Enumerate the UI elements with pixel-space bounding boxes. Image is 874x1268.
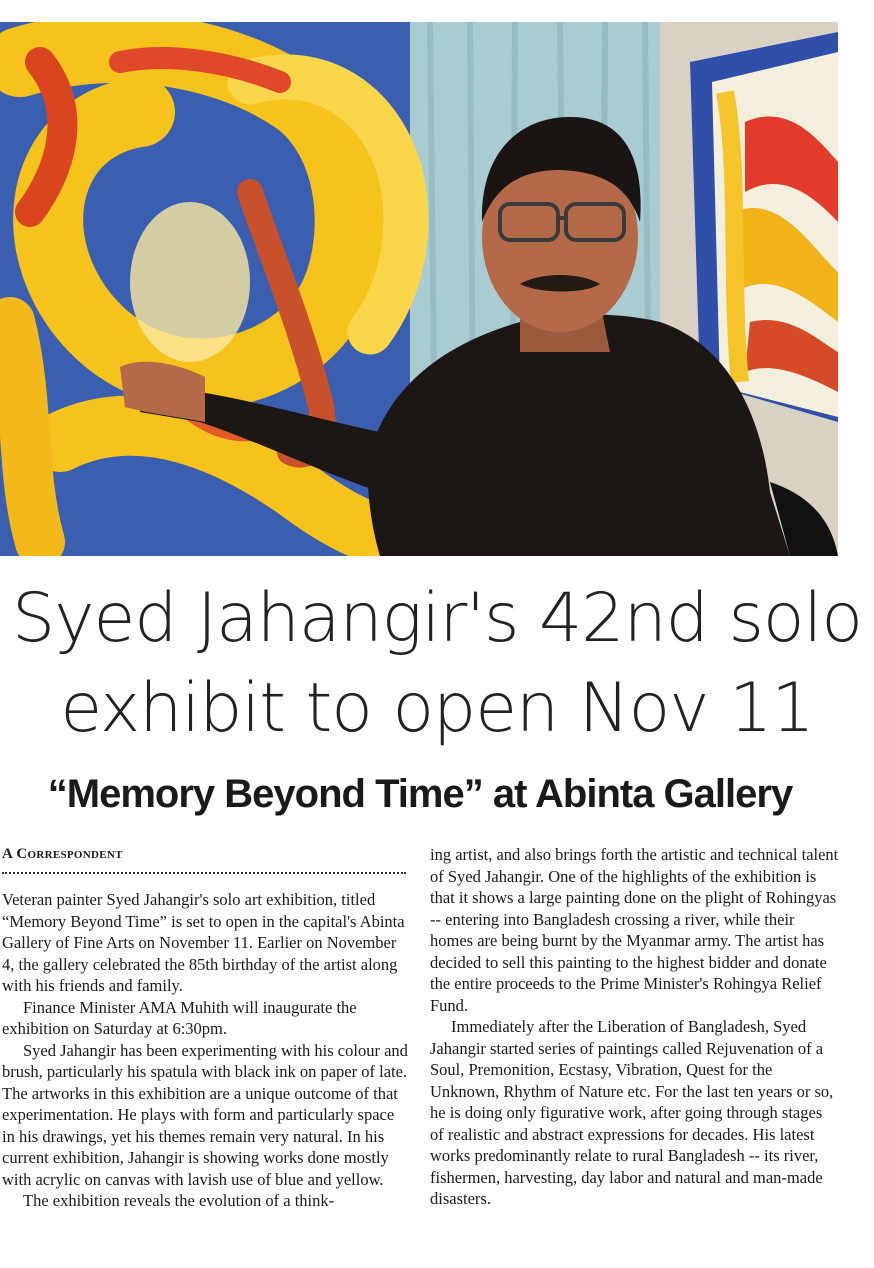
paragraph: ing artist, and also brings forth the artistic and technical talent of Syed Jahangir. One of the highlights of the exhibition is that it shows a large painting done on the plight of Rohingyas -- entering into Bangladesh crossing a river, while their homes are being burnt by the Myanmar army. The artist has decided to sell this painting to the highest bidder and donate the entire proceeds to the Prime Minister's Rohingya Relief Fund. (430, 845, 839, 1015)
paragraph: Veteran painter Syed Jahangir's solo art exhibition, titled “Memory Beyond Time” is set to open in the capital's Abinta Gallery of Fine Arts on November 11. Earlier on November 4, the gallery celebrated the 85th birthday of the artist along with his friends and family. (2, 890, 405, 995)
article-column-1 (2, 889, 408, 1212)
headline-line-1: Syed Jahangir's 42nd solo (12, 579, 862, 658)
paragraph: Immediately after the Liberation of Bangladesh, Syed Jahangir started series of paintings called Rejuvenation of a Soul, Premonition, Ecstasy, Vibration, Quest for the Unknown, Rhythm of Nature etc. For the last ten years or so, he is doing only figurative work, after going through stages of realistic and abstract expressions for decades. His latest works predominantly relate to rural Bangladesh -- its river, fishermen, harvesting, day labor and natural and man-made disasters. (430, 1017, 834, 1208)
headline-line-2: exhibit to open Nov 11 (60, 669, 814, 748)
paragraph: The exhibition reveals the evolution of a think- (23, 1191, 335, 1210)
article-photo (0, 22, 838, 556)
article-column-2 (430, 844, 840, 1210)
byline: A Correspondent (2, 846, 123, 862)
headline (0, 574, 874, 754)
dotted-divider (2, 872, 406, 874)
paragraph: Finance Minister AMA Muhith will inaugurate the exhibition on Saturday at 6:30pm. (2, 997, 357, 1038)
paragraph: Syed Jahangir has been experimenting with his colour and brush, particularly his spatula with black ink on paper of late. The artworks in this exhibition are a unique outcome of that experimentation. He plays with form and particularly space in his drawings, yet his themes remain very natural. In his current exhibition, Jahangir is showing works done mostly with acrylic on canvas with lavish use of blue and yellow. (2, 1040, 408, 1189)
artist-with-painting-illustration (0, 22, 838, 556)
subheadline: “Memory Beyond Time” at Abinta Gallery (47, 772, 793, 816)
